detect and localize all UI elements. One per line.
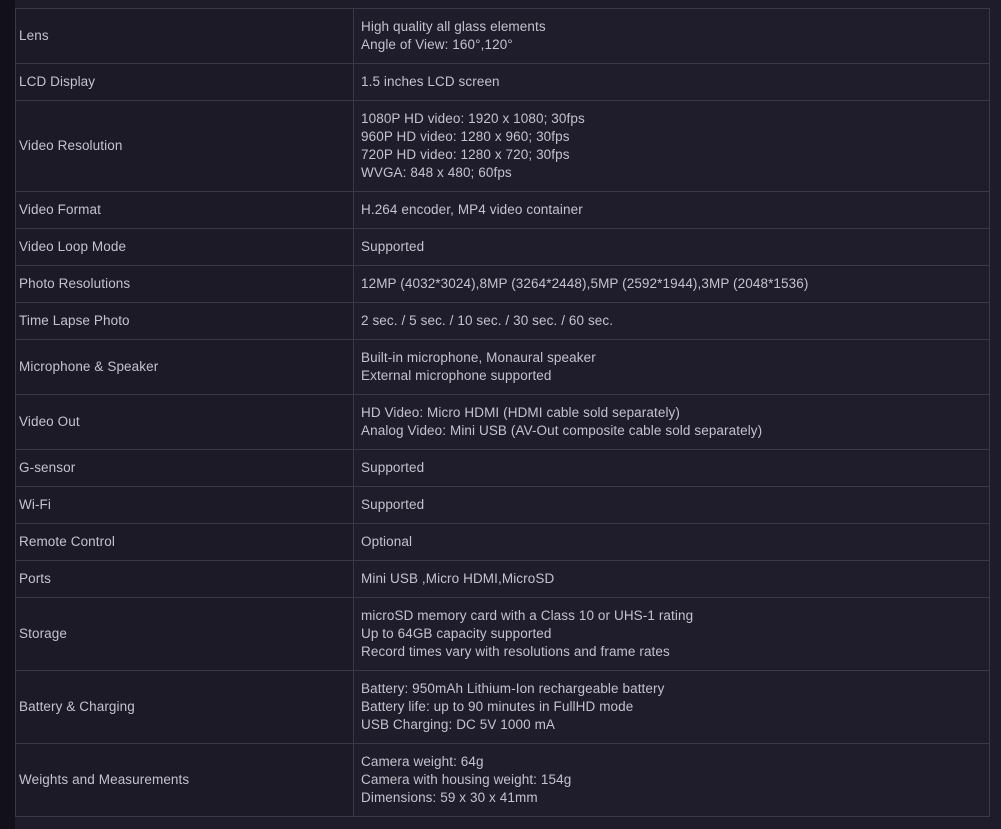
spec-label: Storage — [16, 598, 354, 671]
spec-value-line: 12MP (4032*3024),8MP (3264*2448),5MP (2592*1944),3MP (2048*1536) — [361, 276, 809, 291]
spec-label: Video Out — [16, 395, 354, 450]
spec-row — [16, 64, 990, 101]
spec-label: Ports — [16, 561, 354, 598]
spec-value-line: Camera weight: 64g — [361, 754, 484, 769]
spec-value-line: microSD memory card with a Class 10 or UHS-1 rating — [361, 608, 694, 623]
spec-value-line: Optional — [361, 534, 413, 549]
spec-value-line: 1080P HD video: 1920 x 1080; 30fps — [361, 111, 585, 126]
spec-row — [16, 340, 990, 395]
spec-label: Microphone & Speaker — [16, 340, 354, 395]
specs-table-body — [16, 9, 990, 817]
spec-value-line: Built-in microphone, Monaural speaker — [361, 350, 596, 365]
spec-label: Lens — [16, 9, 354, 64]
spec-value — [354, 9, 990, 64]
spec-value-line: Camera with housing weight: 154g — [361, 772, 572, 787]
spec-value — [354, 524, 990, 561]
spec-row — [16, 561, 990, 598]
spec-label: Battery & Charging — [16, 671, 354, 744]
spec-value — [354, 450, 990, 487]
spec-row — [16, 450, 990, 487]
spec-value-line: USB Charging: DC 5V 1000 mA — [361, 717, 556, 732]
spec-value — [354, 266, 990, 303]
spec-value — [354, 561, 990, 598]
spec-row — [16, 192, 990, 229]
spec-label: Wi-Fi — [16, 487, 354, 524]
spec-value — [354, 395, 990, 450]
spec-value-line: Battery: 950mAh Lithium-Ion rechargeable battery — [361, 681, 665, 696]
spec-label: Video Resolution — [16, 101, 354, 192]
spec-value — [354, 229, 990, 266]
spec-value — [354, 101, 990, 192]
spec-value-line: Mini USB ,Micro HDMI,MicroSD — [361, 571, 555, 586]
spec-row — [16, 744, 990, 817]
spec-value — [354, 744, 990, 817]
spec-row — [16, 101, 990, 192]
spec-value-line: 720P HD video: 1280 x 720; 30fps — [361, 147, 570, 162]
page-left-gutter — [0, 0, 15, 829]
spec-value-line: Dimensions: 59 x 30 x 41mm — [361, 790, 538, 805]
spec-value — [354, 303, 990, 340]
spec-label: G-sensor — [16, 450, 354, 487]
spec-value-line: Analog Video: Mini USB (AV-Out composite cable sold separately) — [361, 423, 763, 438]
spec-row — [16, 395, 990, 450]
spec-value — [354, 64, 990, 101]
spec-row — [16, 671, 990, 744]
specs-table — [15, 8, 990, 817]
spec-row — [16, 303, 990, 340]
spec-value-line: Supported — [361, 460, 425, 475]
spec-value-line: 2 sec. / 5 sec. / 10 sec. / 30 sec. / 60 sec. — [361, 313, 614, 328]
spec-value-line: HD Video: Micro HDMI (HDMI cable sold separately) — [361, 405, 680, 420]
spec-value-line: External microphone supported — [361, 368, 552, 383]
spec-value-line: 960P HD video: 1280 x 960; 30fps — [361, 129, 570, 144]
spec-value — [354, 487, 990, 524]
spec-value-line: Battery life: up to 90 minutes in FullHD mode — [361, 699, 634, 714]
spec-label: Video Format — [16, 192, 354, 229]
spec-value-line: High quality all glass elements — [361, 19, 546, 34]
spec-value-line: WVGA: 848 x 480; 60fps — [361, 165, 512, 180]
spec-value — [354, 598, 990, 671]
spec-label: Remote Control — [16, 524, 354, 561]
spec-label: Weights and Measurements — [16, 744, 354, 817]
spec-label: Time Lapse Photo — [16, 303, 354, 340]
spec-value-line: H.264 encoder, MP4 video container — [361, 202, 583, 217]
spec-value — [354, 671, 990, 744]
spec-row — [16, 487, 990, 524]
spec-value-line: Record times vary with resolutions and frame rates — [361, 644, 670, 659]
spec-value-line: Angle of View: 160°,120° — [361, 37, 513, 52]
spec-row — [16, 266, 990, 303]
spec-value-line: Up to 64GB capacity supported — [361, 626, 552, 641]
spec-label: Video Loop Mode — [16, 229, 354, 266]
spec-label: LCD Display — [16, 64, 354, 101]
spec-value-line: Supported — [361, 497, 425, 512]
spec-row — [16, 524, 990, 561]
spec-value — [354, 192, 990, 229]
spec-row — [16, 598, 990, 671]
spec-row — [16, 9, 990, 64]
spec-label: Photo Resolutions — [16, 266, 354, 303]
spec-row — [16, 229, 990, 266]
spec-value — [354, 340, 990, 395]
spec-value-line: 1.5 inches LCD screen — [361, 74, 500, 89]
spec-value-line: Supported — [361, 239, 425, 254]
